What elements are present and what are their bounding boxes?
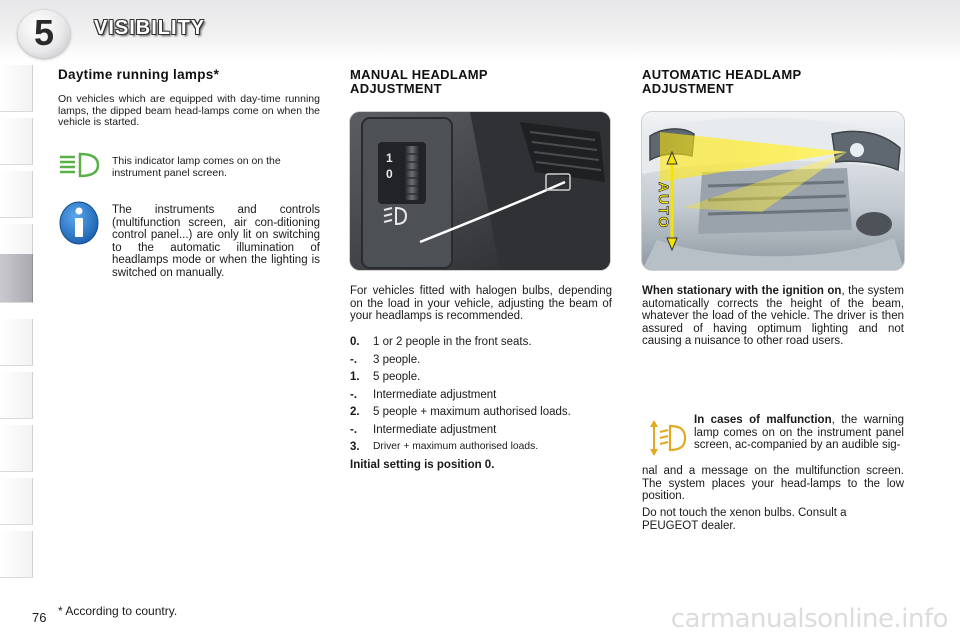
setting-row (350, 336, 612, 349)
setting-key: 2. (350, 406, 360, 418)
chapter-tabs (0, 65, 34, 580)
section-title-manual-line1: MANUAL HEADLAMP (350, 67, 488, 82)
chapter-tab[interactable] (0, 118, 33, 165)
manual-adjust-intro: For vehicles fitted with halogen bulbs, depending on the load in your vehicle, adjusting the beam of your headlamps is recommended. (350, 285, 612, 322)
initial-setting-note: Initial setting is position 0. (350, 458, 495, 471)
indicator-lamp-text: This indicator lamp comes on on the instrument panel screen. (112, 155, 281, 179)
section-title-auto-line1: AUTOMATIC HEADLAMP (642, 67, 802, 82)
setting-row (350, 424, 612, 437)
watermark: carmanualsonline.info (670, 604, 948, 634)
setting-text: 5 people + maximum authorised loads. (373, 406, 571, 418)
chapter-tab[interactable] (0, 372, 33, 419)
footnote: * According to country. (58, 604, 178, 618)
chapter-tab[interactable] (0, 171, 33, 218)
chapter-tab[interactable] (0, 319, 33, 366)
headlamp-adjust-warning-icon (648, 418, 688, 458)
chapter-tab[interactable] (0, 65, 33, 112)
instruments-info-text (112, 204, 320, 279)
chapter-tab-active[interactable] (0, 254, 33, 303)
setting-text: Intermediate adjustment (373, 423, 497, 436)
load-settings-list (350, 336, 612, 471)
stationary-body: , the system automatically corrects the height of the beam, whatever the load of the vehicle. The driver is then assured of having optimum lighting and not causing a nuisance to other road users. (642, 285, 905, 347)
setting-row (350, 389, 612, 402)
daytime-lamp-indicator-icon (56, 150, 102, 180)
setting-row (350, 371, 612, 384)
daytime-lamps-intro: On vehicles which are equipped with day-time running lamps, the dipped beam head-lamps come on when the vehicle is started. (58, 93, 320, 128)
instruments-info-text-body: The instruments and controls (multifunction screen, air con-ditioning control panel...) are only lit on switching to the automatic illumination of headlamps mode or when the lighting is switched on manually. (112, 204, 320, 279)
setting-key: -. (350, 423, 358, 436)
xenon-warning: Do not touch the xenon bulbs. Consult a PEUGEOT dealer. (642, 507, 847, 532)
chapter-number: 5 (33, 12, 55, 53)
malfunction-continuation: nal and a message on the multifunction screen. The system places your head-lamps to the low position. (642, 465, 904, 502)
setting-row (350, 441, 612, 454)
malfunction-lead: In cases of malfunction (694, 414, 832, 426)
chapter-tab[interactable] (0, 425, 33, 472)
setting-key: 1. (350, 371, 360, 383)
page-number: 76 (32, 610, 47, 625)
dial-label-1: 1 (386, 151, 393, 165)
section-title-manual-line2: ADJUSTMENT (350, 81, 442, 96)
setting-key: -. (350, 353, 358, 366)
setting-row (350, 406, 612, 419)
setting-key: 3. (350, 441, 360, 453)
info-icon (58, 200, 100, 246)
setting-text: 1 or 2 people in the front seats. (373, 336, 532, 348)
malfunction-paragraph (694, 414, 904, 452)
section-title-daytime-lamps: Daytime running lamps* (58, 67, 220, 82)
section-title-auto-line2: ADJUSTMENT (642, 81, 734, 96)
auto-adjust-photo (642, 112, 904, 270)
setting-text: Driver + maximum authorised loads. (373, 441, 539, 452)
chapter-tab[interactable] (0, 531, 33, 578)
setting-key: -. (350, 388, 358, 401)
manual-adjust-photo (350, 112, 610, 270)
setting-key: 0. (350, 336, 360, 348)
setting-text: Intermediate adjustment (373, 388, 497, 401)
stationary-lead: When stationary with the ignition on (642, 285, 842, 297)
auto-label: AUTO (656, 182, 672, 230)
malfunction-body-a: , the warning lamp comes on on the instrument panel screen, ac-companied by an audible sig- (694, 414, 904, 451)
dial-label-0: 0 (386, 167, 393, 181)
chapter-tab[interactable] (0, 478, 33, 525)
setting-text: 5 people. (373, 371, 421, 383)
setting-row (350, 354, 612, 367)
chapter-title: VISIBILITY (94, 17, 206, 39)
stationary-paragraph (642, 285, 904, 348)
setting-text: 3 people. (373, 353, 421, 366)
